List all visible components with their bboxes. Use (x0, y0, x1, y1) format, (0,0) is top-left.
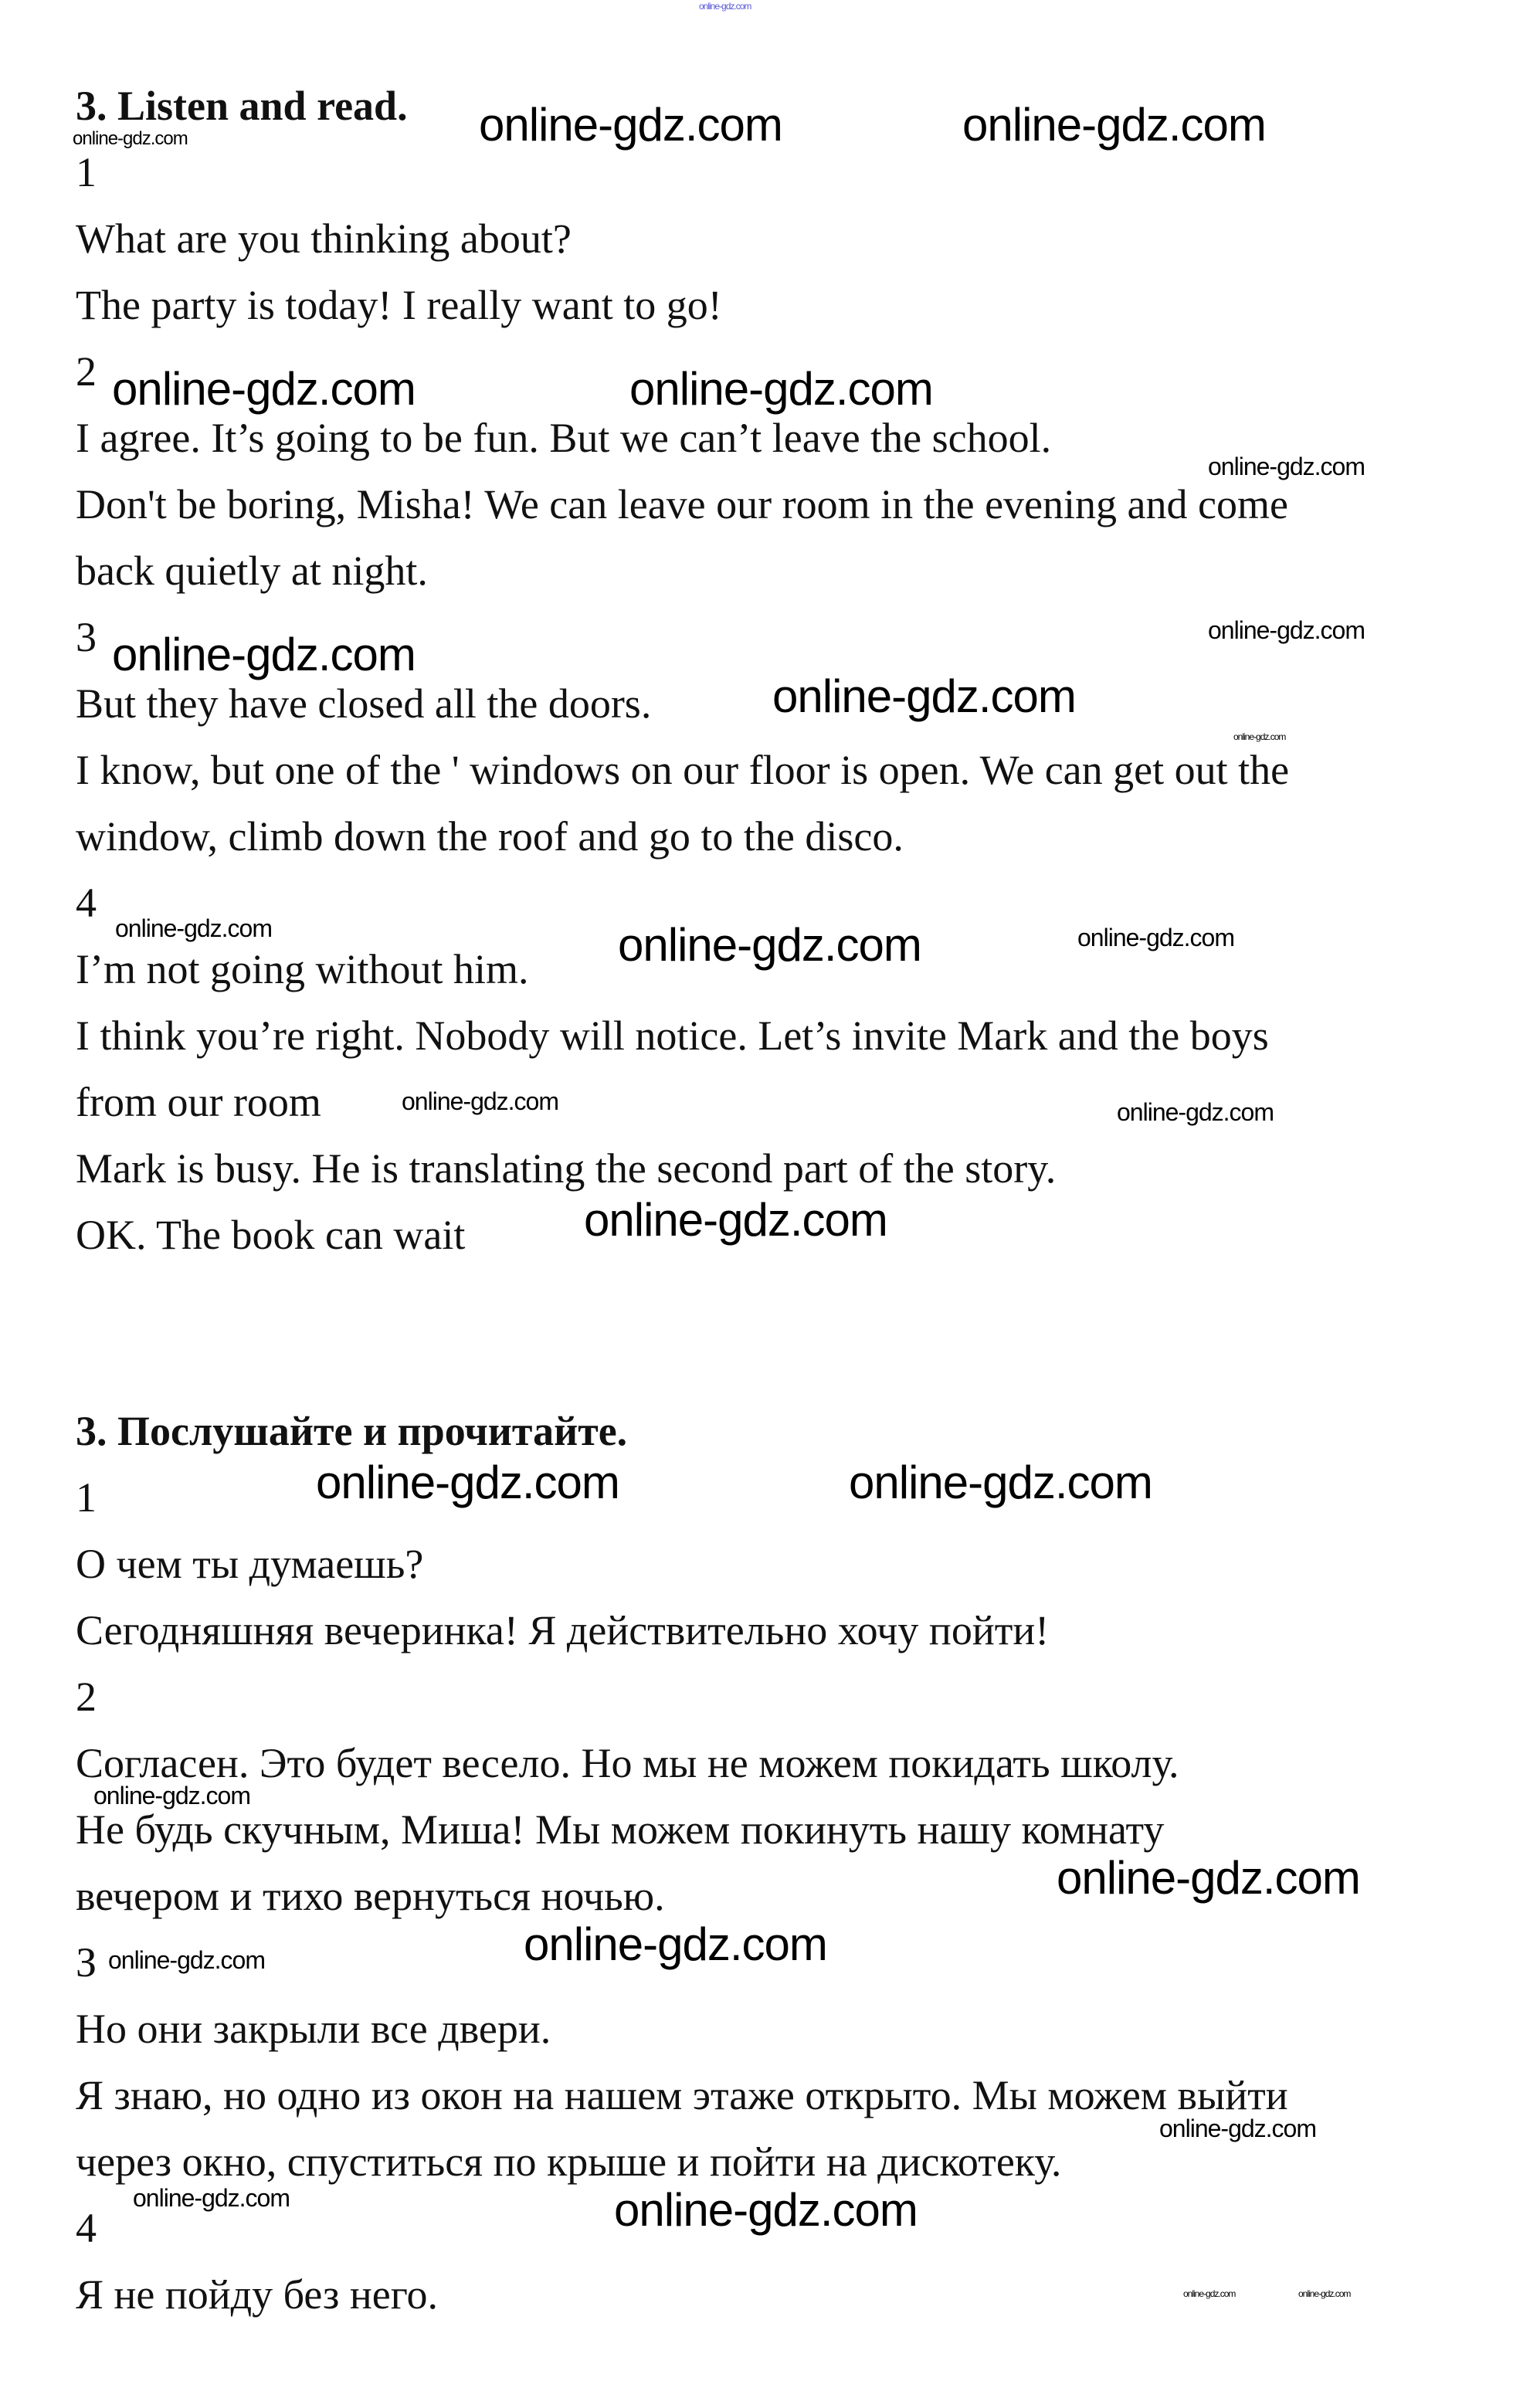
watermark: online-gdz.com (618, 919, 921, 971)
dialogue-line: Don't be boring, Misha! We can leave our room in the evening and come (76, 481, 1288, 527)
watermark: online-gdz.com (1233, 731, 1286, 742)
watermark: online-gdz.com (699, 1, 751, 12)
dialogue-line: Не будь скучным, Миша! Мы можем покинуть нашу комнату (76, 1806, 1165, 1853)
dialogue-number: 1 (76, 149, 97, 195)
watermark: online-gdz.com (133, 2184, 290, 2212)
watermark: online-gdz.com (1057, 1852, 1360, 1904)
dialogue-line: вечером и тихо вернуться ночью. (76, 1873, 665, 1919)
watermark: online-gdz.com (1183, 2288, 1236, 2299)
dialogue-line: Но они закрыли все двери. (76, 2006, 551, 2052)
dialogue-line: from our room (76, 1079, 321, 1125)
watermark: online-gdz.com (1077, 924, 1234, 951)
watermark: online-gdz.com (1208, 453, 1365, 480)
watermark: online-gdz.com (1298, 2288, 1351, 2299)
dialogue-number: 4 (76, 2205, 97, 2251)
dialogue-number: 4 (76, 880, 97, 926)
watermark: online-gdz.com (962, 99, 1266, 151)
dialogue-line: OK. The book can wait (76, 1212, 466, 1258)
dialogue-number: 3 (76, 614, 97, 660)
watermark: online-gdz.com (112, 629, 416, 680)
dialogue-line: I think you’re right. Nobody will notice. Let’s invite Mark and the boys (76, 1012, 1269, 1059)
watermark: online-gdz.com (316, 1457, 619, 1508)
dialogue-line: But they have closed all the doors. (76, 680, 652, 727)
dialogue-line: The party is today! I really want to go! (76, 282, 722, 328)
watermark: online-gdz.com (93, 1782, 250, 1809)
watermark: online-gdz.com (479, 99, 782, 151)
watermark: online-gdz.com (112, 363, 416, 415)
dialogue-line: через окно, спуститься по крыше и пойти на дискотеку. (76, 2138, 1062, 2185)
dialogue-line: I agree. It’s going to be fun. But we can’t leave the school. (76, 415, 1052, 461)
section-heading: 3. Послушайте и прочитайте. (76, 1408, 628, 1454)
dialogue-number: 2 (76, 1674, 97, 1720)
watermark: online-gdz.com (402, 1087, 558, 1115)
dialogue-line: window, climb down the roof and go to the disco. (76, 813, 904, 860)
watermark: online-gdz.com (73, 128, 188, 149)
watermark: online-gdz.com (108, 1946, 265, 1974)
dialogue-number: З (76, 1939, 97, 1986)
dialogue-line: back quietly at night. (76, 548, 428, 594)
dialogue-line: I know, but one of the ' windows on our floor is open. We can get out the (76, 747, 1290, 793)
watermark: online-gdz.com (772, 670, 1076, 722)
watermark: online-gdz.com (1159, 2115, 1316, 2142)
dialogue-line: Mark is busy. He is translating the second part of the story. (76, 1145, 1057, 1192)
watermark: online-gdz.com (115, 914, 272, 942)
watermark: online-gdz.com (614, 2184, 918, 2236)
dialogue-line: Согласен. Это будет весело. Но мы не можем покидать школу. (76, 1740, 1179, 1786)
dialogue-line: What are you thinking about? (76, 215, 572, 262)
watermark: online-gdz.com (849, 1457, 1152, 1508)
dialogue-number: 2 (76, 348, 97, 395)
dialogue-line: I’m not going without him. (76, 946, 529, 992)
dialogue-line: Я знаю, но одно из окон на нашем этаже открыто. Мы можем выйти (76, 2072, 1288, 2118)
watermark: online-gdz.com (629, 363, 933, 415)
watermark: online-gdz.com (524, 1918, 827, 1970)
dialogue-line: Я не пойду без него. (76, 2271, 439, 2318)
watermark: online-gdz.com (1208, 616, 1365, 644)
watermark: online-gdz.com (584, 1194, 887, 1246)
dialogue-number: 1 (76, 1474, 97, 1521)
dialogue-line: О чем ты думаешь? (76, 1541, 424, 1587)
watermark: online-gdz.com (1117, 1098, 1274, 1126)
dialogue-line: Сегодняшняя вечеринка! Я действительно хочу пойти! (76, 1607, 1050, 1653)
section-heading: 3. Listen and read. (76, 83, 408, 129)
